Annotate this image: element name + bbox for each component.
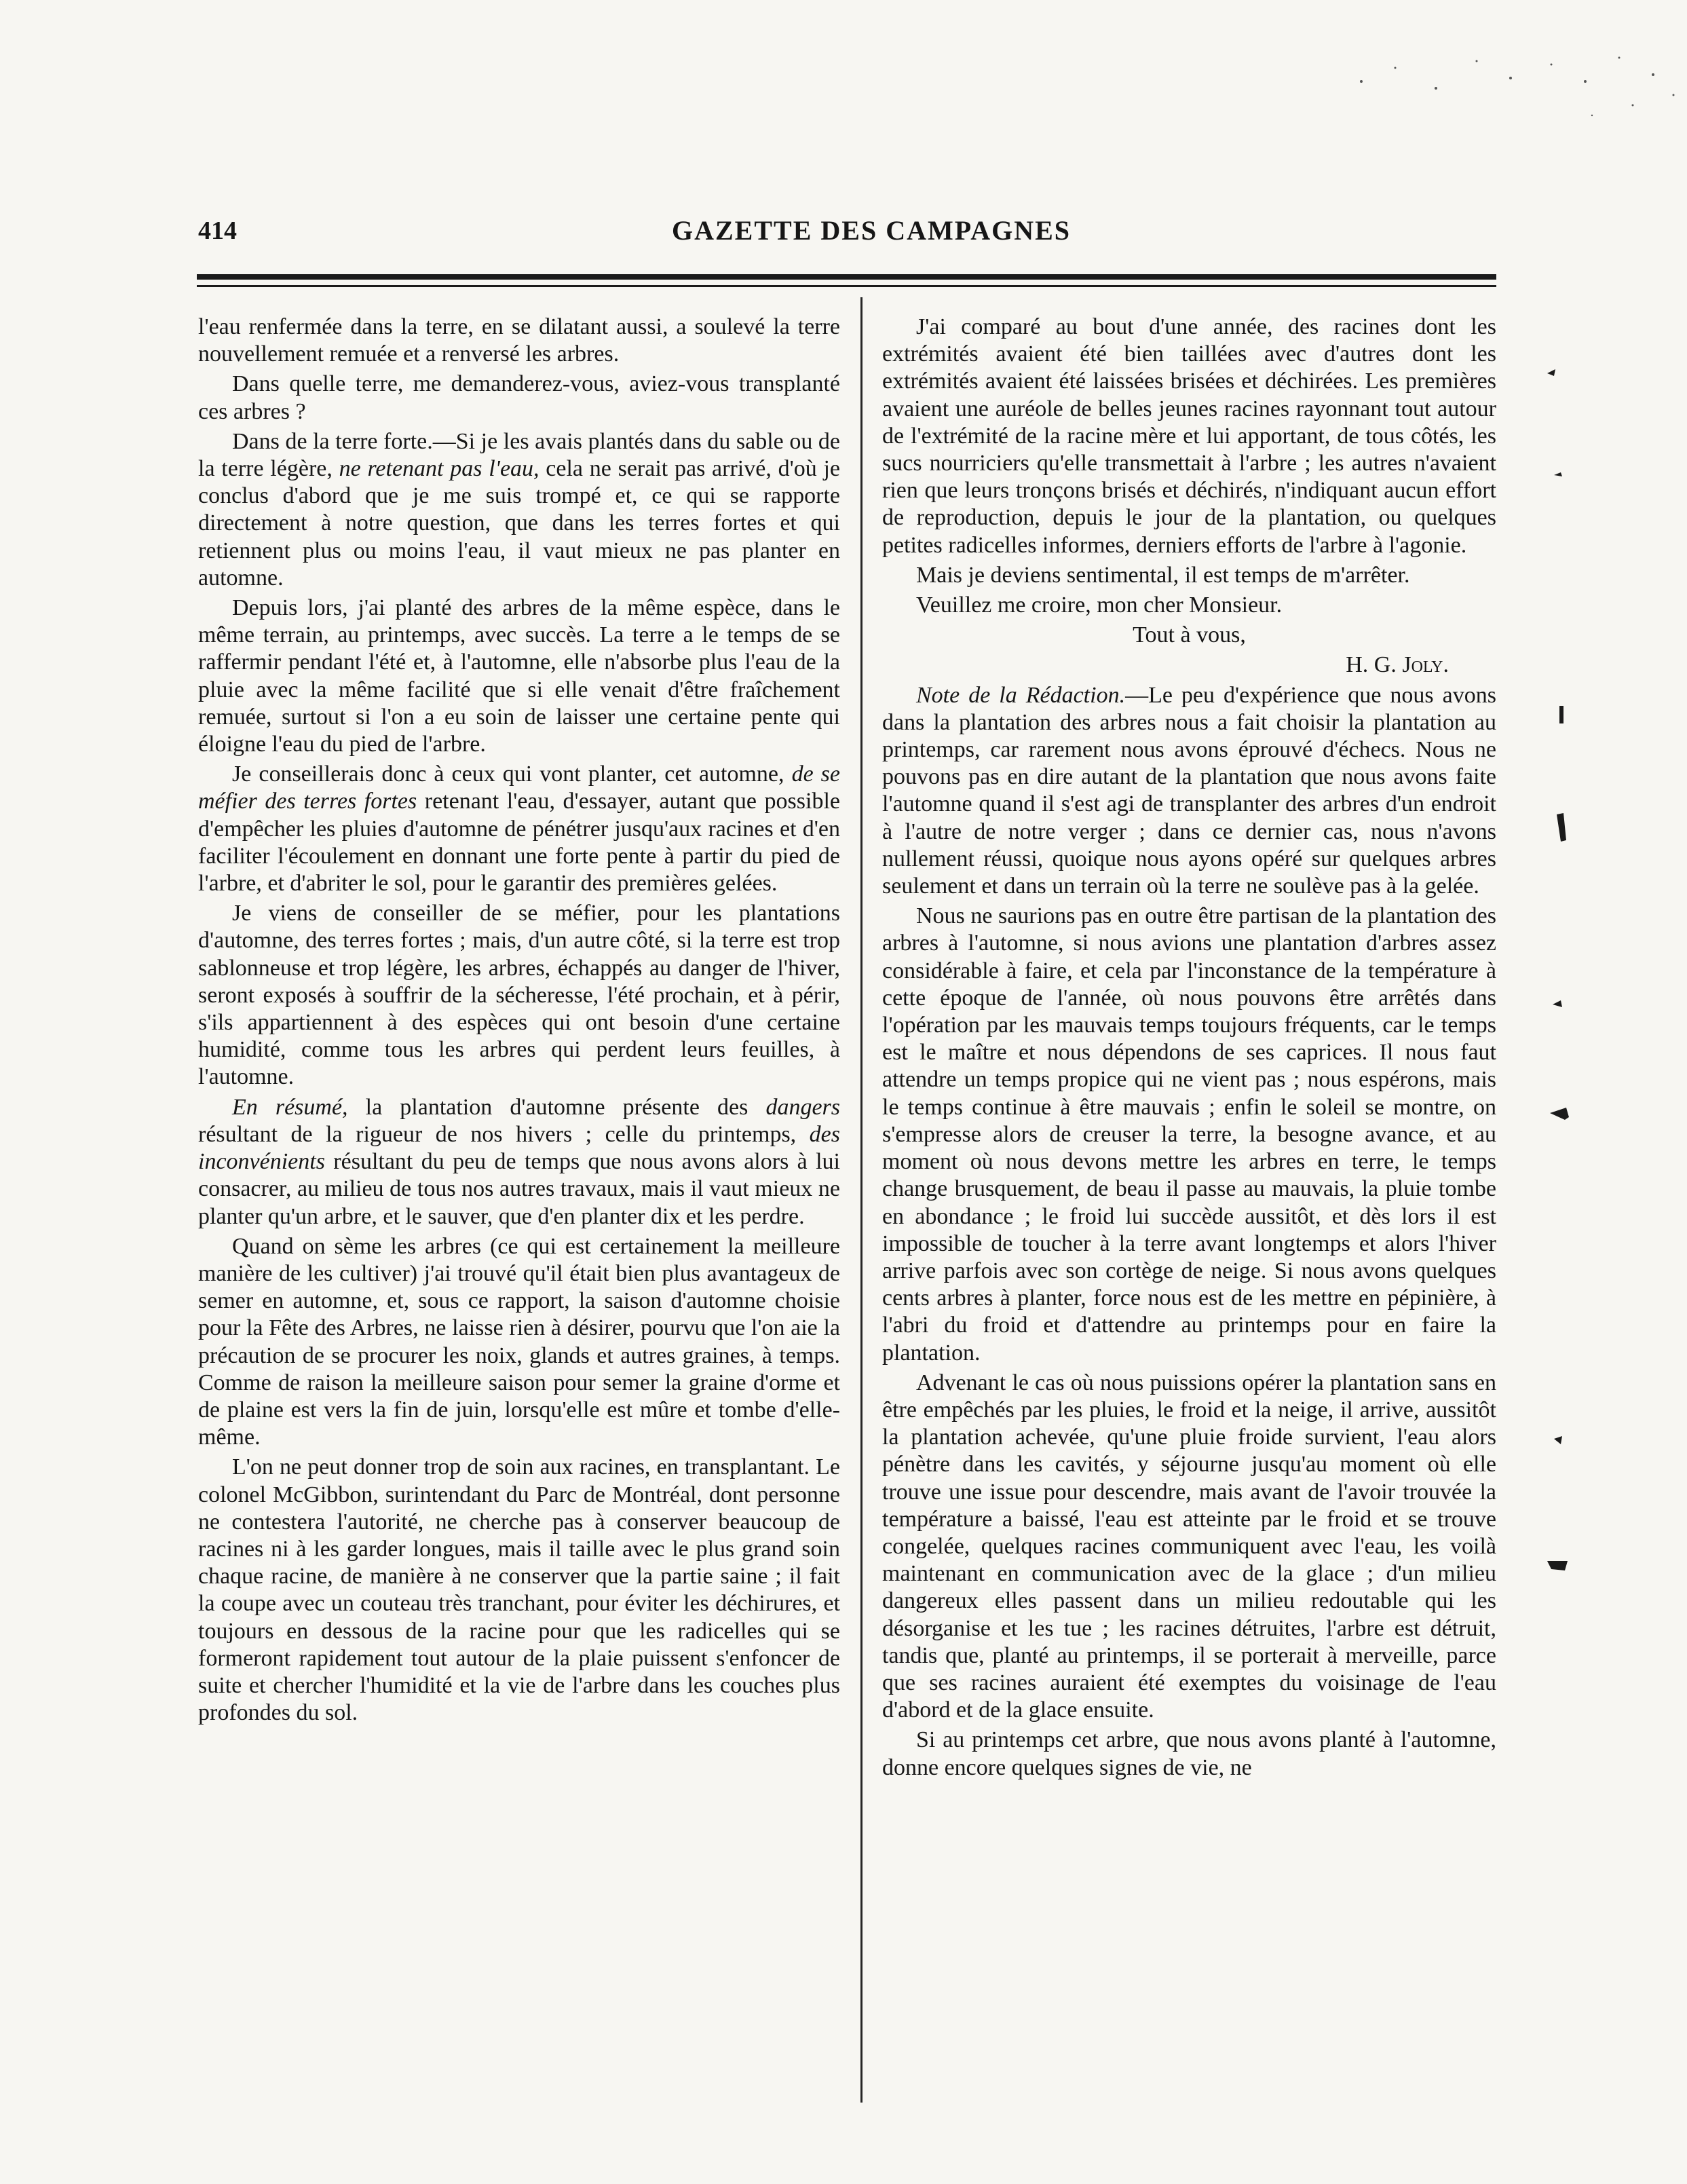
paragraph-text: cela ne serait pas arrivé, d'où je conclus d'abord que je me suis trompé et, ce qui se rapporte directement à notre question, que dans les terres fortes et qui retiennent plus ou moins l'eau, il vaut mieux ne pas planter en automne. xyxy=(198,456,840,590)
paragraph: Nous ne saurions pas en outre être partisan de la plantation des arbres à l'automne, si nous avions une plantation d'arbres assez considérable à faire, et cela par l'inconstance de la température à cette époque de l'année, où nous pouvons être arrêtés dans l'opération par les mauvais temps toujours fréquents, car le temps est le maître et nous dépendons de ses caprices. Il nous faut attendre un temps propice qui ne vient pas ; nous espérons, mais le temps continue à être mauvais ; enfin le soleil se montre, on s'empresse alors de creuser la terre, la besogne avance, et au moment où nous devons mettre les arbres en terre, le temps change brusquement, de beau il passe au mauvais, la pluie tombe en abondance ; le froid lui succède aussitôt, et dès lors il est impossible de toucher à la terre avant longtemps et alors l'hiver arrive parfois avec son cortège de neige. Si nous avons quelques cents arbres à planter, force nous est de les mettre en pépinière, à l'abri du froid et d'attendre au printemps pour en faire la plantation. xyxy=(882,903,1496,1366)
paragraph-text: retenant l'eau, d'essayer, autant que possible d'empêcher les pluies d'automne de pénétrer jusqu'aux racines et d'en faciliter l'écoulement en donnant une forte pente à partir du pied de l'arbre, et d'abriter le sol, pour le garantir des premières gelées. xyxy=(198,789,840,897)
scan-specks xyxy=(1334,41,1687,176)
paragraph: Dans quelle terre, me demanderez-vous, aviez-vous transplanté ces arbres ? xyxy=(198,371,840,424)
paragraph: Advenant le cas où nous puissions opérer la plantation sans en être empêchés par les pluies, le froid et la neige, il arrive, aussitôt la plantation achevée, qu'une pluie froide survient, l'eau alors pénètre dans les cavités, y séjourne jusqu'au moment où elle trouve une issue pour descendre, mais avant de l'avoir trouvée la température a baissé, l'eau est atteinte par le froid et se trouve congelée, quelques racines communiquent avec l'eau, les voilà maintenant en communication avec de la glace ; d'un milieu dangereux elles passent dans un milieu redoutable qui les désorganise et les tue ; les racines détruites, l'arbre est détruit, tandis que, planté au printemps, il se porterait à merveille, parce que ses racines auraient été exemptes du voisinage de l'eau d'abord et de la glace ensuite. xyxy=(882,1370,1496,1723)
margin-scan-marks xyxy=(1547,271,1642,1629)
salutation: Veuillez me croire, mon cher Monsieur. xyxy=(916,592,1283,618)
signature: H. G. Joly. xyxy=(1346,652,1449,678)
paragraph-text: résultant de la rigueur de nos hivers ; celle du printemps, xyxy=(198,1121,797,1147)
paragraph-text: Dans de la terre forte.—Si je les avais plantés dans du sable ou de la terre légère, xyxy=(198,428,840,482)
paragraph-text: résultant du peu de temps que nous avons alors à lui consacrer, au milieu de tous nos autres travaux, mais il vaut mieux ne planter qu'un arbre, et le sauver, que d'en planter dix et les perdre. xyxy=(198,1149,840,1229)
paragraph: Si au printemps cet arbre, que nous avons planté à l'automne, donne encore quelques signes de vie, ne xyxy=(882,1727,1496,1780)
paragraph-text: la plantation d'automne présente des xyxy=(365,1094,748,1120)
emphasis-text: de se méfier des terres fortes xyxy=(198,761,841,814)
paragraph xyxy=(198,1094,840,1230)
paragraph: J'ai comparé au bout d'une année, des racines dont les extrémités avaient été bien taillées avec d'autres dont les extrémités avaient été laissées brisées et déchirées. Les premières avaient une auréole de belles jeunes racines rayonnant tout autour de l'extrémité de la racine mère et lui apportant, de tous côtés, les sucs nourriciers qu'elle transmettait à l'arbre ; les autres n'avaient rien que leurs tronçons brisés et déchirés, n'indiquant aucun effort de reproduction, depuis le jour de la plantation, ou quelques petites radicelles informes, derniers efforts de l'arbre à l'agonie. xyxy=(882,314,1496,558)
emphasis-text: des inconvénients xyxy=(198,1121,840,1175)
editor-note xyxy=(882,682,1496,901)
paragraph: L'on ne peut donner trop de soin aux racines, en transplantant. Le colonel McGibbon, surintendant du Parc de Montréal, dont personne ne contestera l'autorité, ne cherche pas à conserver beaucoup de racines ni à les garder longues, mais il taille avec le plus grand soin chaque racine, de manière à ne conserver que la partie saine ; il fait la coupe avec un couteau très tranchant, pour éviter les déchirures, et toujours en dessous de la racine pour que les radicelles qui se formeront rapidement tout autour de la plaie puissent s'enfoncer de suite et chercher l'humidité et la vie de l'arbre dans les couches plus profondes du sol. xyxy=(198,1454,840,1726)
paragraph: Je viens de conseiller de se méfier, pour les plantations d'automne, des terres fortes ; mais, d'un autre côté, si la terre est trop sablonneuse et trop légère, les arbres, échappés au danger de l'hiver, seront exposés à souffrir de la sécheresse, l'été prochain, et à périr, s'ils appartiennent à des espèces qui ont besoin d'une certaine humidité, comme tous les arbres qui perdent leurs feuilles, à l'automne. xyxy=(198,901,840,1090)
paragraph-text: Je conseillerais donc à ceux qui vont planter, cet automne, xyxy=(232,761,784,787)
column-divider xyxy=(860,297,863,2103)
right-column xyxy=(882,314,1496,1784)
paragraph xyxy=(198,761,840,897)
paragraph: Depuis lors, j'ai planté des arbres de la même espèce, dans le même terrain, au printemps, avec succès. La terre a le temps de se raffermir pendant l'été et, à l'automne, elle n'absorbe plus l'eau de la pluie avec la même facilité que si elle venait d'être fraîchement remuée, surtout si l'on a eu soin de laisser une certaine pente qui éloigne l'eau du pied de l'arbre. xyxy=(198,595,840,757)
emphasis-text: ne retenant pas l'eau, xyxy=(339,456,539,482)
paragraph-text: —Le peu d'expérience que nous avons dans la plantation des arbres nous a fait choisir la plantation au printemps, car rarement nous avons éprouvé d'échecs. Nous ne pouvons pas en dire autant de la plantation que nous avons faite l'automne quand il s'est agi de transplanter des arbres d'un endroit à l'autre de notre verger ; dans ce dernier cas, nous n'avons nullement réussi, quoique nous ayons opéré sur quelques arbres seulement et dans un terrain où la terre ne soulève pas à la gelée. xyxy=(882,682,1496,899)
header-rule-thick xyxy=(197,274,1496,280)
paragraph: Quand on sème les arbres (ce qui est certainement la meilleure manière de les cultiver) j'ai trouvé qu'il était bien plus avantageux de semer en automne, et, sous ce rapport, la saison d'automne choisie pour la Fête des Arbres, ne laisse rien à désirer, pourvu que l'on aie la précaution de se procurer les noix, glands et autres graines, à temps. Comme de raison la meilleure saison pour semer la graine d'orme et de plaine est vers la fin de juin, lorsqu'elle est mûre et tombe d'elle-même. xyxy=(198,1233,840,1450)
emphasis-text: dangers xyxy=(765,1094,840,1120)
paragraph xyxy=(198,428,840,592)
page-number: 414 xyxy=(198,216,237,245)
header-rule-thin xyxy=(197,285,1496,287)
closing: Tout à vous, xyxy=(1133,622,1246,648)
paragraph: l'eau renfermée dans la terre, en se dilatant aussi, a soulevé la terre nouvellement remuée et a renversé les arbres. xyxy=(198,314,840,367)
note-label: Note de la Rédaction. xyxy=(916,682,1126,708)
paragraph: Mais je deviens sentimental, il est temps de m'arrêter. xyxy=(916,562,1410,588)
emphasis-text: En résumé, xyxy=(232,1094,348,1120)
left-column xyxy=(198,314,840,1729)
running-head: GAZETTE DES CAMPAGNES xyxy=(672,215,1072,246)
